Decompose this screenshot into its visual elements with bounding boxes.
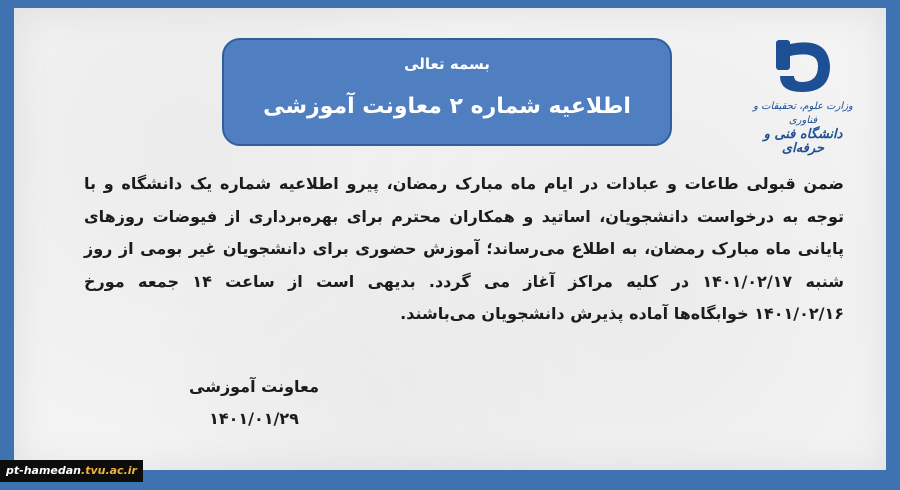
university-logo [748,36,858,156]
announcement-title: اطلاعیه شماره ۲ معاونت آموزشی [263,94,631,119]
body-line: شنبه ۱۴۰۱/۰۲/۱۷ در کلیه مراکز آغاز می گردد. بدیهی است از ساعت ۱۴ جمعه مورخ [84,271,845,291]
body-line: پایانی ماه مبارک رمضان، به اطلاع می‌رساند؛ آموزش حضوری برای دانشجویان غیر بومی از روز [84,239,844,258]
body-line: ۱۴۰۱/۰۲/۱۶ خوابگاه‌ها آماده پذیرش دانشجویان می‌باشند. [400,304,844,323]
logo-ministry-text: وزارت علوم، تحقیقات و فناوری [753,101,853,126]
site-url-badge[interactable] [0,460,143,482]
url-suffix: .tvu.ac.ir [81,464,137,477]
signature-block [174,374,334,432]
tvu-emblem-icon [768,36,838,96]
signature-name: معاونت آموزشی [189,377,319,396]
url-prefix: pt-hamedan [6,464,82,477]
body-line: ضمن قبولی طاعات و عبادات در ایام ماه مبارک رمضان، پیرو اطلاعیه شماره یک دانشگاه و با [84,174,844,193]
announcement-title-box [222,38,672,146]
logo-university-text: دانشگاه فنی و حرفه‌ای [763,127,843,156]
body-line: توجه به درخواست دانشجویان، اساتید و همکاران محترم برای بهره‌برداری از فیوضات روزهای [84,206,844,226]
basmala-text: بسمه تعالی [404,55,490,73]
signature-date: ۱۴۰۱/۰۱/۲۹ [209,409,299,428]
announcement-paper [14,8,886,470]
announcement-body [84,168,844,331]
